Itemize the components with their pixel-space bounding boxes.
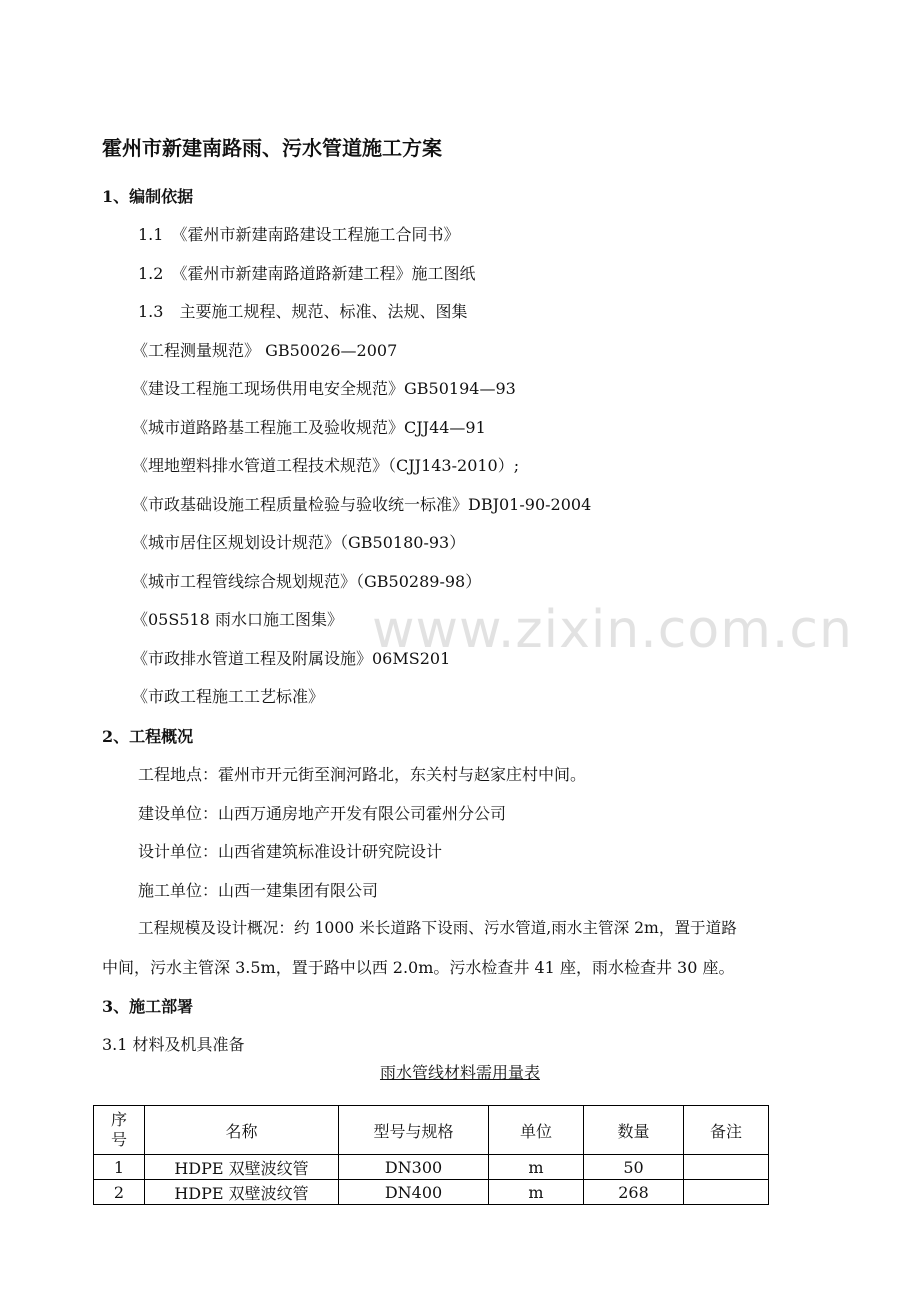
standard-item: 《市政工程施工工艺标准》: [132, 687, 325, 706]
section-heading-deployment: 3、施工部署: [102, 997, 194, 1016]
header-unit: 单位: [489, 1106, 584, 1155]
cell-quantity: 268: [584, 1180, 684, 1205]
header-remark: 备注: [684, 1106, 769, 1155]
cell-spec: DN300: [339, 1155, 489, 1180]
cell-quantity: 50: [584, 1155, 684, 1180]
header-index: 序 号: [94, 1106, 145, 1155]
header-quantity: 数量: [584, 1106, 684, 1155]
cell-name: HDPE 双壁波纹管: [145, 1180, 339, 1205]
header-spec: 型号与规格: [339, 1106, 489, 1155]
basis-item: 1.3 主要施工规程、规范、标准、法规、图集: [138, 302, 468, 321]
document-title: 霍州市新建南路雨、污水管道施工方案: [102, 136, 442, 160]
section-heading-basis: 1、编制依据: [102, 187, 194, 206]
cell-index: 1: [94, 1155, 145, 1180]
standard-item: 《城市居住区规划设计规范》（GB50180-93）: [132, 533, 466, 552]
header-name: 名称: [145, 1106, 339, 1155]
overview-line: 工程地点：霍州市开元街至涧河路北，东关村与赵家庄村中间。: [138, 765, 587, 784]
cell-unit: m: [489, 1155, 584, 1180]
standard-item: 《市政排水管道工程及附属设施》06MS201: [132, 649, 451, 668]
table-row: [94, 1180, 769, 1205]
overview-line: 施工单位：山西一建集团有限公司: [138, 881, 379, 900]
cell-unit: m: [489, 1180, 584, 1205]
materials-table: [93, 1105, 769, 1205]
table-title: 雨水管线材料需用量表: [379, 1063, 540, 1082]
standard-item: 《市政基础设施工程质量检验与验收统一标准》DBJ01-90-2004: [132, 495, 592, 514]
table-header-row: [94, 1106, 769, 1155]
cell-index: 2: [94, 1180, 145, 1205]
subsection-materials: 3.1 材料及机具准备: [102, 1035, 245, 1054]
overview-scale-line: 工程规模及设计概况：约 1000 米长道路下设雨、污水管道,雨水主管深 2m，置于道路: [138, 919, 737, 937]
section-heading-overview: 2、工程概况: [102, 727, 194, 746]
standard-item: 《埋地塑料排水管道工程技术规范》（CJJ143-2010）;: [132, 456, 520, 475]
table-row: [94, 1155, 769, 1180]
cell-remark: [684, 1180, 769, 1205]
basis-item: 1.2 《霍州市新建南路道路新建工程》施工图纸: [138, 264, 476, 283]
cell-name: HDPE 双壁波纹管: [145, 1155, 339, 1180]
standard-item: 《05S518 雨水口施工图集》: [132, 610, 343, 629]
watermark: www.zixin.com.cn: [372, 600, 853, 660]
standard-item: 《城市道路路基工程施工及验收规范》CJJ44—91: [132, 418, 486, 437]
cell-remark: [684, 1155, 769, 1180]
standard-item: 《建设工程施工现场供用电安全规范》GB50194—93: [132, 379, 516, 398]
overview-line: 建设单位：山西万通房地产开发有限公司霍州分公司: [138, 804, 507, 823]
overview-scale-line: 中间，污水主管深 3.5m，置于路中以西 2.0m。污水检查井 41 座，雨水检查井 30 座。: [102, 958, 735, 977]
standard-item: 《城市工程管线综合规划规范》（GB50289-98）: [132, 572, 482, 591]
standard-item: 《工程测量规范》 GB50026—2007: [132, 341, 398, 360]
overview-line: 设计单位：山西省建筑标准设计研究院设计: [138, 842, 443, 861]
cell-spec: DN400: [339, 1180, 489, 1205]
basis-item: 1.1 《霍州市新建南路建设工程施工合同书》: [138, 225, 460, 244]
